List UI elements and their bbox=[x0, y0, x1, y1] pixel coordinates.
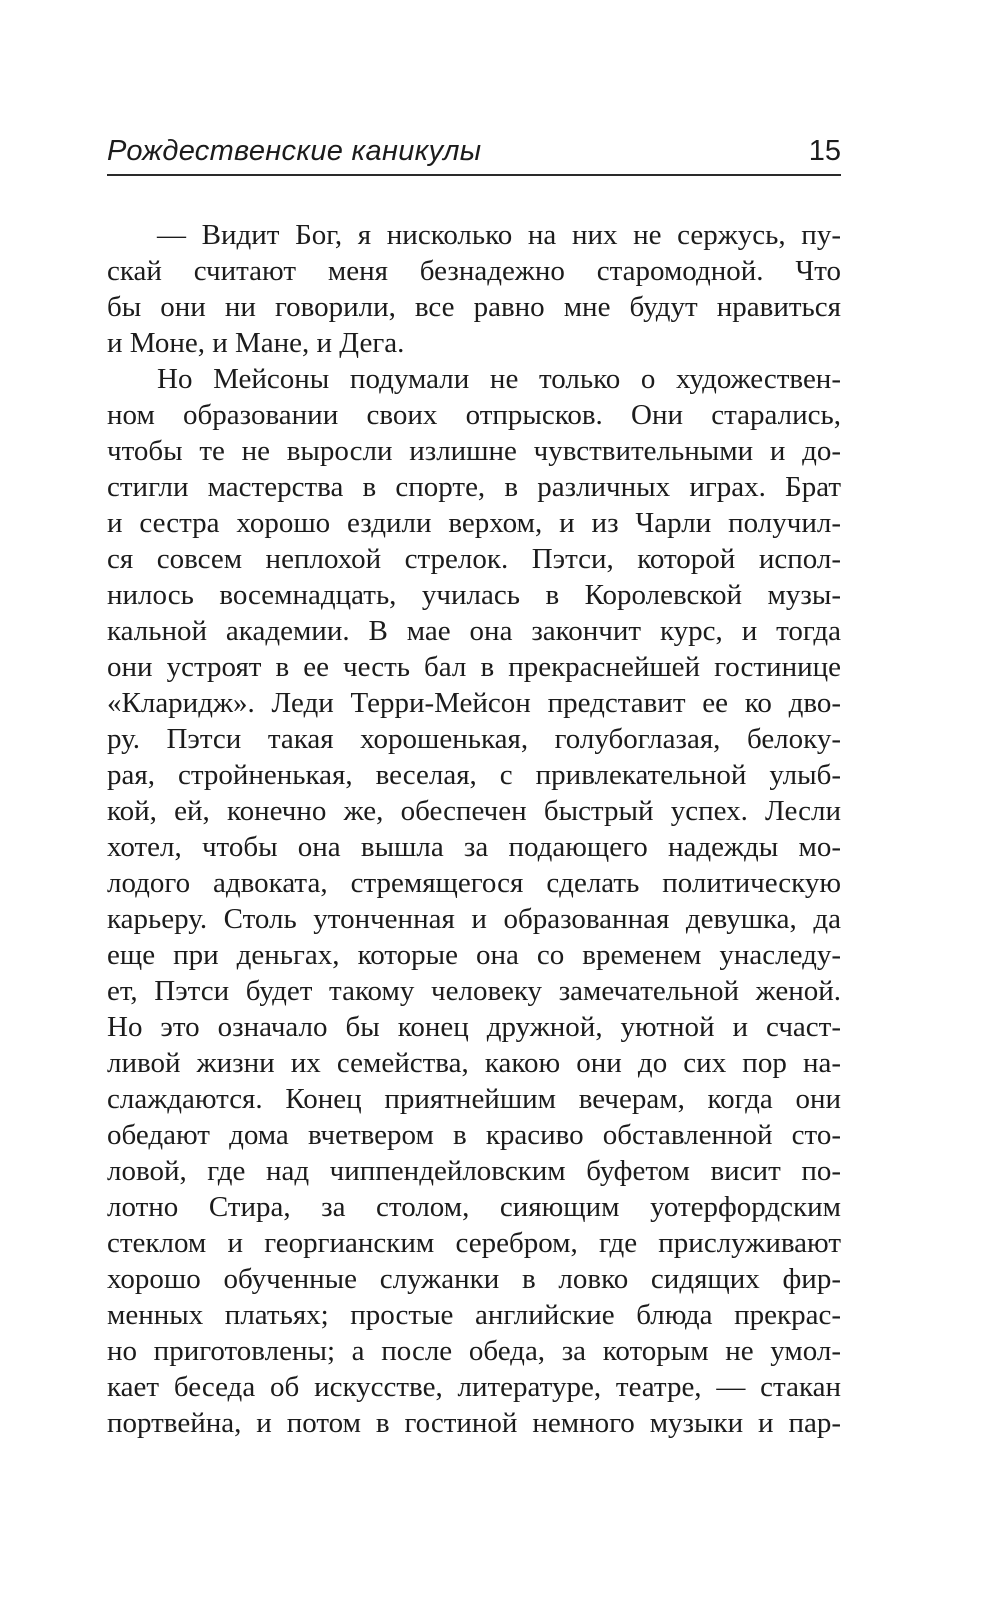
text-line: — Видит Бог, я нисколько на них не сержусь, пу- bbox=[157, 219, 841, 251]
page-number: 15 bbox=[808, 135, 841, 167]
text-line: портвейна, и потом в гостиной немного музыки и пар- bbox=[107, 1407, 841, 1439]
text-line: ловой, где над чиппендейловским буфетом висит по- bbox=[107, 1155, 841, 1187]
text-line: хотел, чтобы она вышла за подающего надежды мо- bbox=[107, 831, 841, 863]
text-line: кой, ей, конечно же, обеспечен быстрый успех. Лесли bbox=[107, 795, 841, 827]
text-line: скай считают меня безнадежно старомодной. Что bbox=[107, 255, 841, 287]
text-line: бы они ни говорили, все равно мне будут нравиться bbox=[107, 291, 841, 323]
text-line: обедают дома вчетвером в красиво обставленной сто- bbox=[107, 1119, 841, 1151]
text-line: кает беседа об искусстве, литературе, театре, — стакан bbox=[107, 1371, 841, 1403]
text-line: и Моне, и Мане, и Дега. bbox=[107, 327, 405, 359]
text-line: ся совсем неплохой стрелок. Пэтси, которой испол- bbox=[107, 543, 841, 575]
text-line: «Кларидж». Леди Терри-Мейсон представит ее ко дво- bbox=[107, 687, 841, 719]
text-line: еще при деньгах, которые она со временем унаследу- bbox=[107, 939, 841, 971]
text-line: слаждаются. Конец приятнейшим вечерам, когда они bbox=[107, 1083, 841, 1115]
text-line: нилось восемнадцать, училась в Королевской музы- bbox=[107, 579, 841, 611]
text-line: чтобы те не выросли излишне чувствительными и до- bbox=[107, 435, 841, 467]
text-line: карьеру. Столь утонченная и образованная девушка, да bbox=[107, 903, 841, 935]
text-line: менных платьях; простые английские блюда прекрас- bbox=[107, 1299, 841, 1331]
text-line: лодого адвоката, стремящегося сделать политическую bbox=[107, 867, 841, 899]
text-line: кальной академии. В мае она закончит курс, и тогда bbox=[107, 615, 841, 647]
text-line: но приготовлены; а после обеда, за которым не умол- bbox=[107, 1335, 841, 1367]
text-line: стеклом и георгианским серебром, где прислуживают bbox=[107, 1227, 841, 1259]
text-line: стигли мастерства в спорте, в различных играх. Брат bbox=[107, 471, 841, 503]
running-header bbox=[107, 128, 841, 176]
text-line: лотно Стира, за столом, сияющим уотерфордским bbox=[107, 1191, 841, 1223]
text-line: ном образовании своих отпрысков. Они старались, bbox=[107, 399, 841, 431]
running-title: Рождественские каникулы bbox=[107, 135, 482, 167]
text-line: ет, Пэтси будет такому человеку замечательной женой. bbox=[107, 975, 841, 1007]
text-line: ливой жизни их семейства, какою они до сих пор на- bbox=[107, 1047, 841, 1079]
text-line: Но Мейсоны подумали не только о художествен- bbox=[157, 363, 841, 395]
text-line: они устроят в ее честь бал в прекраснейшей гостинице bbox=[107, 651, 841, 683]
text-line: рая, стройненькая, веселая, с привлекательной улыб- bbox=[107, 759, 841, 791]
text-line: Но это означало бы конец дружной, уютной и счаст- bbox=[107, 1011, 841, 1043]
text-line: ру. Пэтси такая хорошенькая, голубоглазая, белоку- bbox=[107, 723, 841, 755]
text-line: и сестра хорошо ездили верхом, и из Чарли получил- bbox=[107, 507, 841, 539]
text-line: хорошо обученные служанки в ловко сидящих фир- bbox=[107, 1263, 841, 1295]
body-text bbox=[107, 217, 841, 1441]
